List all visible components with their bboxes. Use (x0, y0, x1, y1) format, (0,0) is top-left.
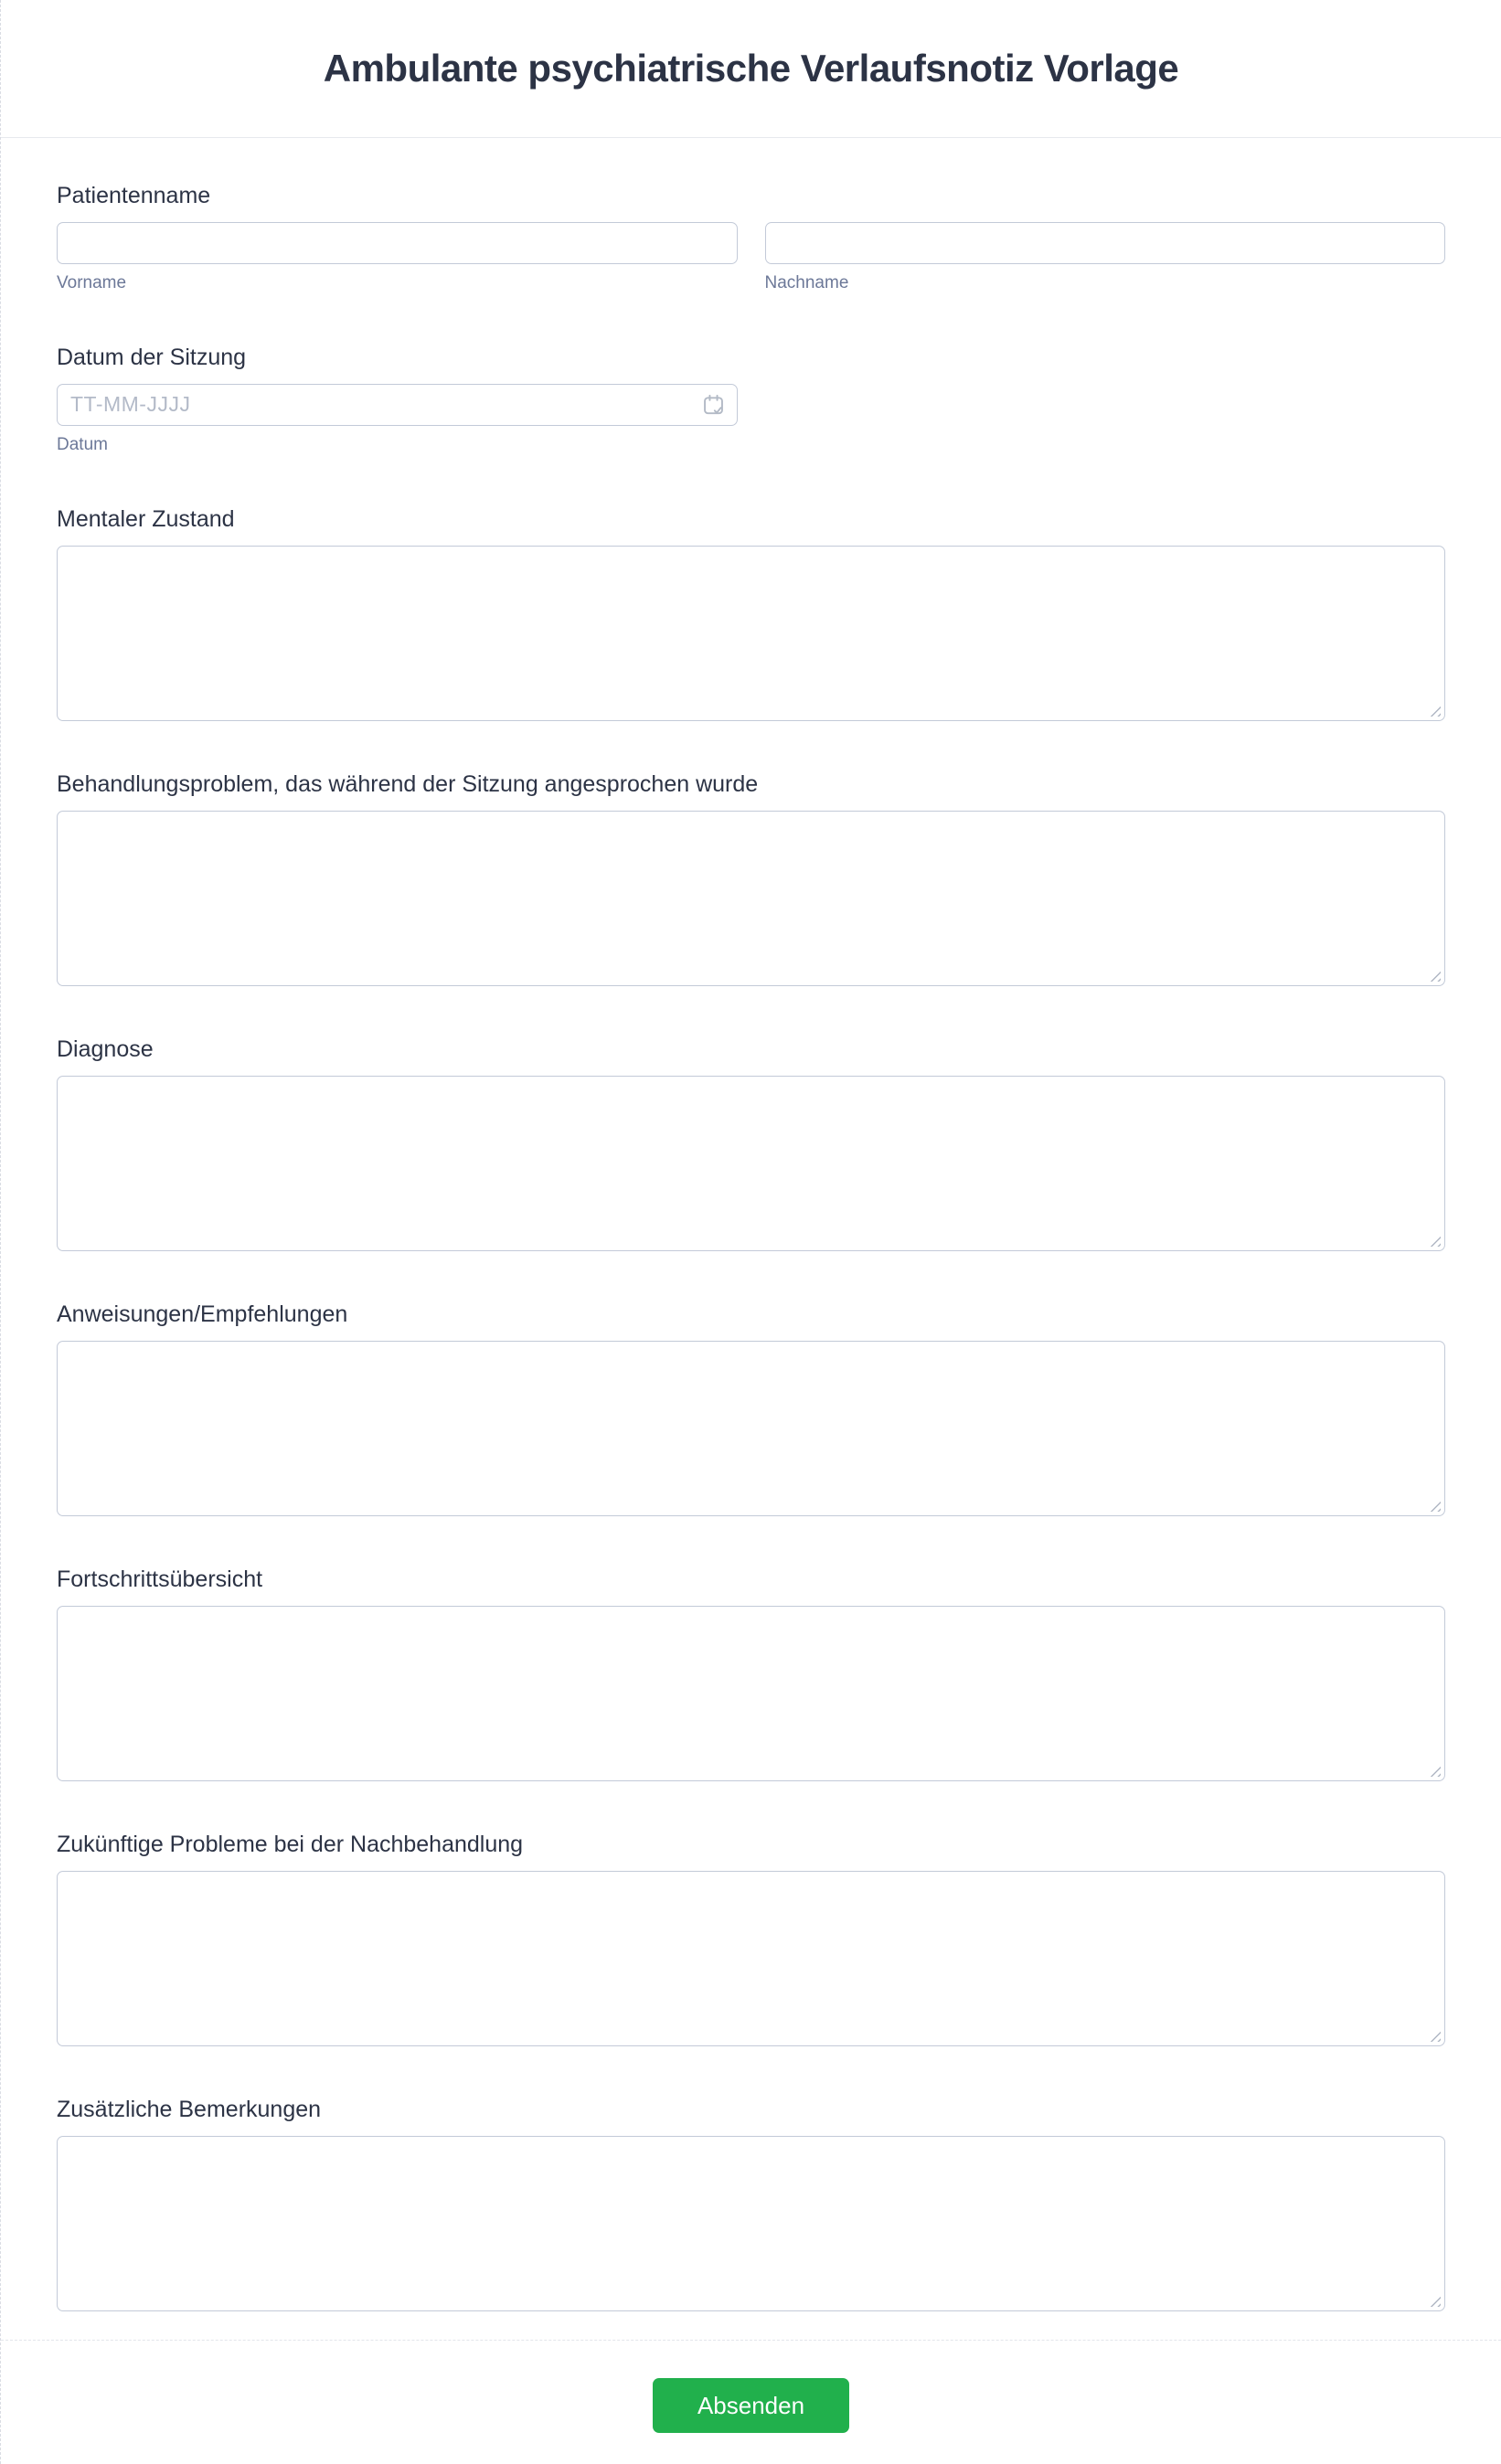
first-name-sublabel: Vorname (57, 273, 127, 292)
textarea-wrapper (57, 811, 1445, 986)
field-diagnosis (57, 1036, 1445, 1251)
textarea-wrapper (57, 546, 1445, 721)
future-problems-label: Zukünftige Probleme bei der Nachbehandlung (57, 1832, 524, 1857)
diagnosis-label: Diagnose (57, 1036, 154, 1062)
field-additional-remarks (57, 2096, 1445, 2311)
session-date-input[interactable] (57, 384, 738, 426)
field-patient-name (57, 182, 1445, 294)
diagnosis-textarea[interactable] (57, 1076, 1445, 1251)
field-mental-state (57, 505, 1445, 721)
last-name-sublabel: Nachname (764, 273, 849, 292)
treatment-problem-label: Behandlungsproblem, das während der Sitzung angesprochen wurde (57, 771, 759, 797)
textarea-wrapper (57, 1076, 1445, 1251)
name-inputs-row (57, 222, 1445, 294)
field-treatment-problem (57, 770, 1445, 986)
patient-name-label: Patientenname (57, 183, 211, 208)
form-footer (1, 2341, 1501, 2433)
instructions-label: Anweisungen/Empfehlungen (57, 1301, 348, 1327)
last-name-column (765, 222, 1446, 294)
instructions-textarea[interactable] (57, 1341, 1445, 1516)
page-title: Ambulante psychiatrische Verlaufsnotiz Vorlage (323, 47, 1179, 90)
session-date-label: Datum der Sitzung (57, 345, 247, 370)
textarea-wrapper (57, 1606, 1445, 1781)
additional-remarks-label: Zusätzliche Bemerkungen (57, 2097, 322, 2122)
field-instructions (57, 1301, 1445, 1516)
first-name-input[interactable] (57, 222, 738, 264)
mental-state-label: Mentaler Zustand (57, 506, 235, 532)
field-session-date (57, 344, 1445, 456)
form-header (1, 0, 1501, 138)
textarea-wrapper (57, 1341, 1445, 1516)
mental-state-textarea[interactable] (57, 546, 1445, 721)
future-problems-textarea[interactable] (57, 1871, 1445, 2046)
treatment-problem-textarea[interactable] (57, 811, 1445, 986)
date-input-wrapper (57, 384, 738, 426)
textarea-wrapper (57, 2136, 1445, 2311)
field-progress-overview (57, 1566, 1445, 1781)
progress-overview-label: Fortschrittsübersicht (57, 1567, 263, 1592)
progress-overview-textarea[interactable] (57, 1606, 1445, 1781)
session-date-sublabel: Datum (57, 435, 108, 454)
first-name-column (57, 222, 738, 294)
field-future-problems (57, 1831, 1445, 2046)
textarea-wrapper (57, 1871, 1445, 2046)
last-name-input[interactable] (765, 222, 1446, 264)
additional-remarks-textarea[interactable] (57, 2136, 1445, 2311)
submit-button[interactable]: Absenden (653, 2378, 849, 2433)
form-body (1, 138, 1501, 2340)
